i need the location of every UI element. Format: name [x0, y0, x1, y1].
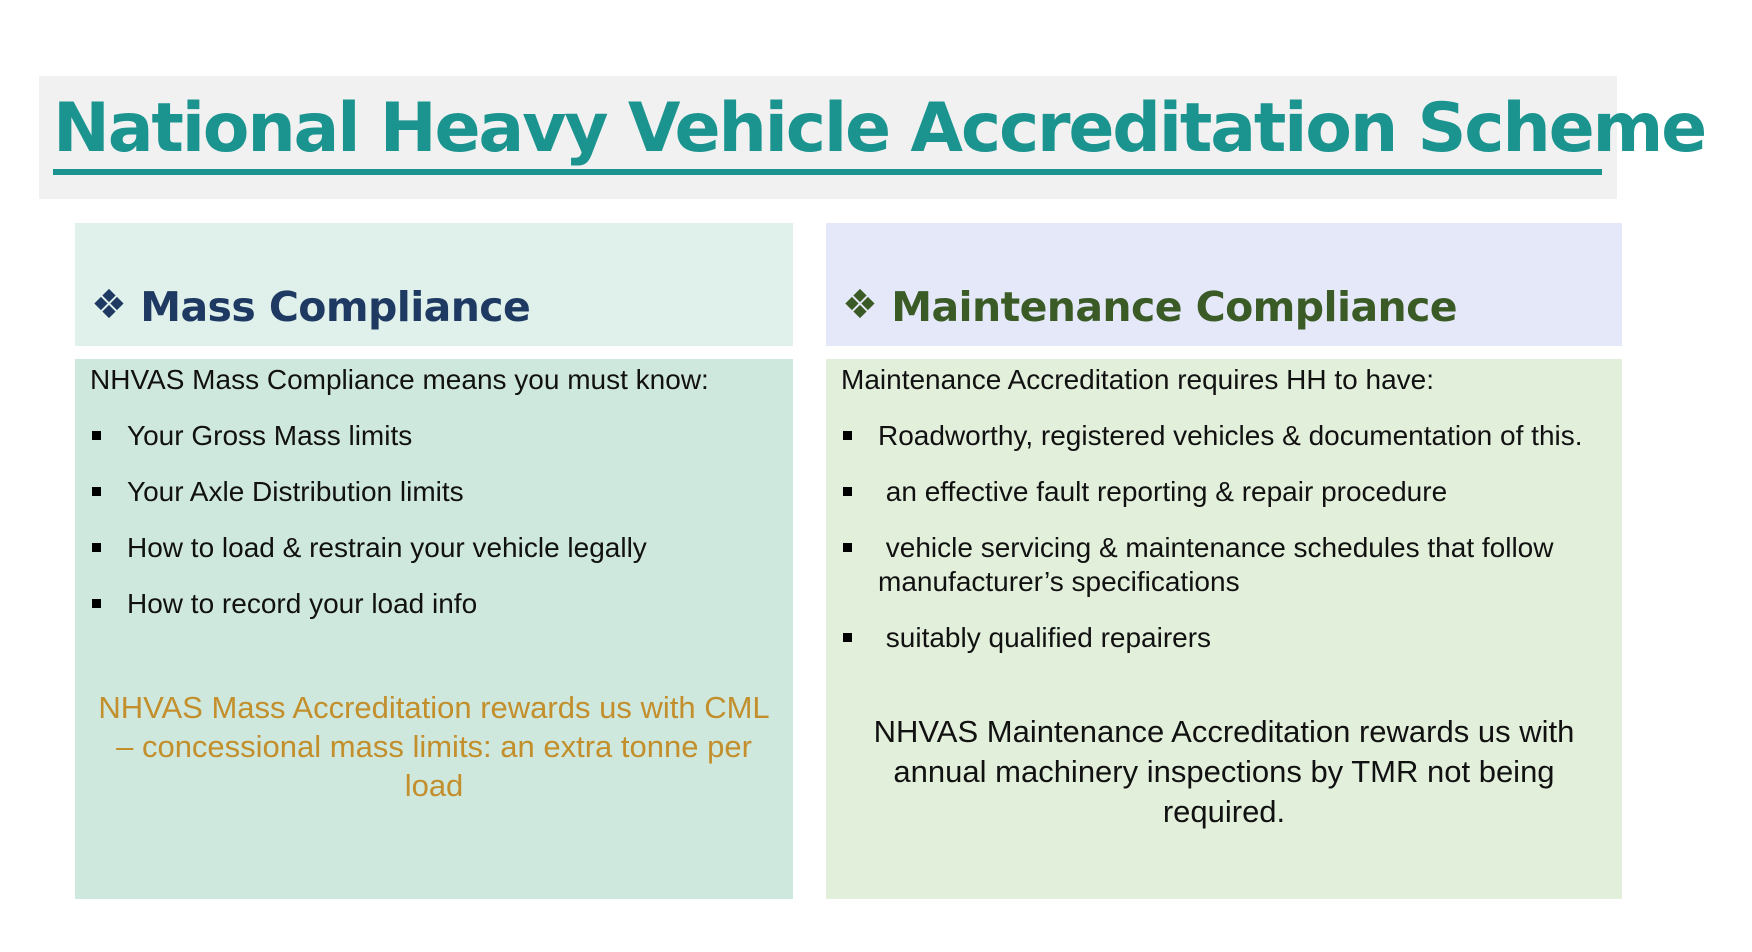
mass-reward-text: NHVAS Mass Accreditation rewards us with CML – concessional mass limits: an extra tonne per load: [98, 690, 770, 803]
diamond-cluster-icon: ❖: [91, 282, 127, 328]
title-underline: [53, 169, 1602, 175]
square-bullet-icon: [843, 543, 852, 552]
maintenance-intro: Maintenance Accreditation requires HH to have:: [841, 364, 1434, 395]
square-bullet-icon: [843, 487, 852, 496]
mass-compliance-header: [75, 223, 793, 346]
list-item: suitably qualified repairers: [841, 621, 1601, 655]
square-bullet-icon: [92, 543, 101, 552]
square-bullet-icon: [843, 431, 852, 440]
page-title: National Heavy Vehicle Accreditation Scheme: [53, 89, 1706, 168]
mass-intro: NHVAS Mass Compliance means you must know:: [90, 364, 709, 395]
list-item: Your Axle Distribution limits: [90, 475, 647, 509]
mass-compliance-panel: [75, 359, 793, 899]
mass-bullet-list: [90, 419, 647, 643]
maintenance-compliance-heading: Maintenance Compliance: [891, 283, 1458, 331]
mass-compliance-heading: Mass Compliance: [140, 283, 531, 331]
maintenance-bullet-list: [841, 419, 1601, 677]
square-bullet-icon: [92, 599, 101, 608]
list-item: vehicle servicing & maintenance schedules that follow manufacturer’s specifications: [841, 531, 1601, 599]
maintenance-compliance-panel: [826, 359, 1622, 899]
title-bar: [39, 76, 1706, 199]
list-item: an effective fault reporting & repair procedure: [841, 475, 1601, 509]
square-bullet-icon: [843, 633, 852, 642]
list-item: How to record your load info: [90, 587, 647, 621]
maintenance-compliance-header: [826, 223, 1622, 346]
list-item: How to load & restrain your vehicle legally: [90, 531, 647, 565]
list-item: Roadworthy, registered vehicles & documentation of this.: [841, 419, 1601, 453]
square-bullet-icon: [92, 431, 101, 440]
diamond-cluster-icon: ❖: [842, 282, 878, 328]
square-bullet-icon: [92, 487, 101, 496]
maintenance-reward-text: NHVAS Maintenance Accreditation rewards us with annual machinery inspections by TMR not being required.: [873, 714, 1575, 829]
list-item: Your Gross Mass limits: [90, 419, 647, 453]
